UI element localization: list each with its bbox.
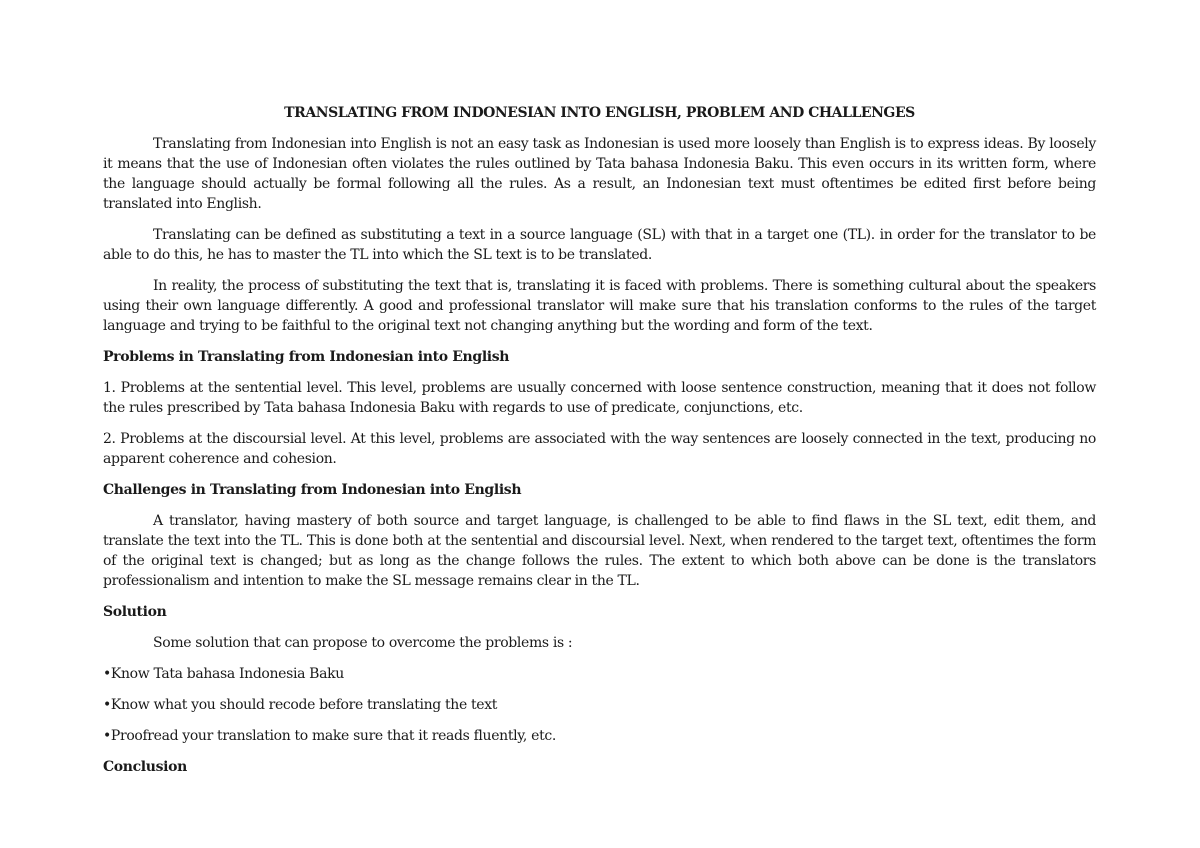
document-title: TRANSLATING FROM INDONESIAN INTO ENGLISH, PROBLEM AND CHALLENGES [284,105,915,121]
problem-item-2: 2. Problems at the discoursial level. At this level, problems are associated with the way sentences are loosely connected in the text, producing no apparent coherence and cohesion. [103,431,1096,467]
challenges-paragraph: A translator, having mastery of both source and target language, is challenged to be able to find flaws in the SL text, edit them, and translate the text into the TL. This is done both at the sentential and discoursial level. Next, when rendered to the target text, oftentimes the form of the original text is changed; but as long as the change follows the rules. The extent to which both above can be done is the translators professionalism and intention to make the SL message remains clear in the TL. [103,513,1096,589]
challenges-heading: Challenges in Translating from Indonesian into English [103,482,522,498]
solution-bullet-1: •Know Tata bahasa Indonesia Baku [103,666,344,682]
intro-paragraph-3: In reality, the process of substituting the text that is, translating it is faced with problems. There is something cultural about the speakers using their own language differently. A good and professional translator will make sure that his translation conforms to the rules of the target language and trying to be faithful to the original text not changing anything but the wording and form of the text. [103,278,1096,334]
intro-paragraph-2: Translating can be defined as substituting a text in a source language (SL) with that in a target one (TL). in order for the translator to be able to do this, he has to master the TL into which the SL text is to be translated. [103,227,1096,263]
problems-heading: Problems in Translating from Indonesian into English [103,349,510,365]
conclusion-heading: Conclusion [103,759,187,775]
solution-heading: Solution [103,604,167,620]
document-body [103,103,1096,788]
problem-item-1: 1. Problems at the sentential level. This level, problems are usually concerned with loose sentence construction, meaning that it does not follow the rules prescribed by Tata bahasa Indonesia Baku with regards to use of predicate, conjunctions, etc. [103,380,1096,416]
solution-bullet-3: •Proofread your translation to make sure that it reads fluently, etc. [103,728,556,744]
solution-intro: Some solution that can propose to overcome the problems is : [153,635,573,651]
solution-bullet-2: •Know what you should recode before translating the text [103,697,498,713]
intro-paragraph-1: Translating from Indonesian into English is not an easy task as Indonesian is used more loosely than English is to express ideas. By loosely it means that the use of Indonesian often violates the rules outlined by Tata bahasa Indonesia Baku. This even occurs in its written form, where the language should actually be formal following all the rules. As a result, an Indonesian text must oftentimes be edited first before being translated into English. [103,136,1096,212]
